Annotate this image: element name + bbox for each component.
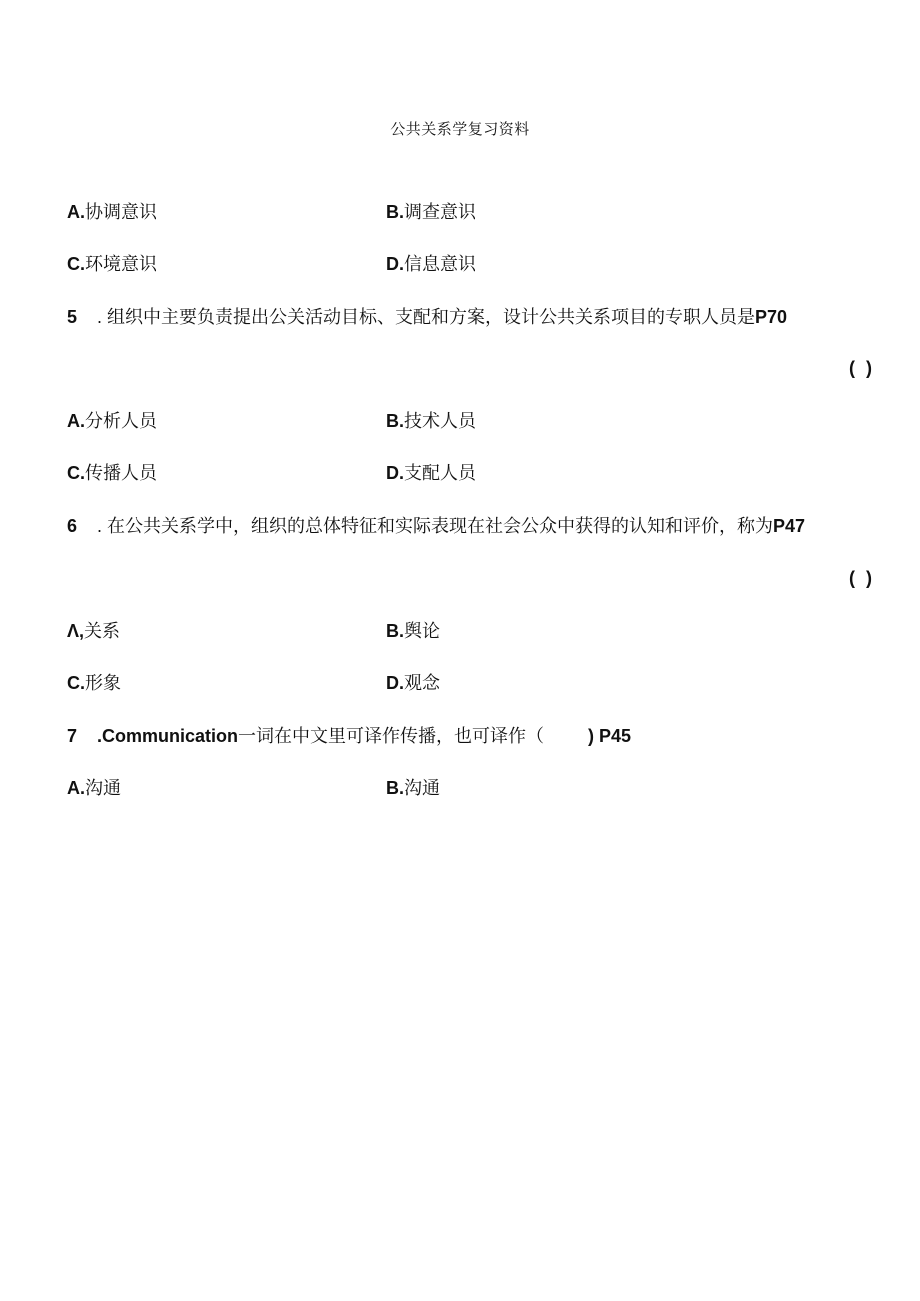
- option-text: 形象: [85, 673, 121, 694]
- option-letter: D.: [386, 254, 404, 274]
- option-text: 传播人员: [85, 463, 157, 484]
- question-close-and-page-ref: ) P45: [588, 726, 632, 746]
- q6-answer-paren: ( ): [849, 568, 872, 588]
- option-letter: B.: [386, 778, 404, 798]
- q5-question: [67, 305, 787, 330]
- question-text: . 在公共关系学中，组织的总体特征和实际表现在社会公众中获得的认知和评价，称为: [97, 516, 773, 536]
- option-letter: B.: [386, 202, 404, 222]
- option-letter: C.: [67, 463, 85, 483]
- q7-option-b: [386, 776, 440, 801]
- option-text: 支配人员: [404, 463, 476, 484]
- page-ref: P47: [773, 516, 806, 536]
- option-text: 调查意识: [404, 202, 476, 223]
- q6-option-a: [67, 619, 120, 644]
- q4-option-b: [386, 200, 476, 225]
- q6-option-d: [386, 671, 440, 696]
- option-letter: B.: [386, 411, 404, 431]
- question-text: . 组织中主要负责提出公关活动目标、支配和方案，设计公共关系项目的专职人员是: [97, 307, 755, 327]
- q5-option-a: [67, 409, 157, 434]
- q7-option-a: [67, 776, 121, 801]
- option-text: 环境意识: [85, 254, 157, 275]
- option-text: 沟通: [85, 778, 121, 799]
- q4-option-a: [67, 200, 157, 225]
- option-text: 舆论: [404, 621, 440, 642]
- option-text: 分析人员: [85, 411, 157, 432]
- q5-option-c: [67, 461, 157, 486]
- q5-answer-paren: ( ): [849, 358, 872, 378]
- q5-option-d: [386, 461, 476, 486]
- option-text: 技术人员: [404, 411, 476, 432]
- option-text: 观念: [404, 673, 440, 694]
- option-letter: C.: [67, 254, 85, 274]
- option-letter: A.: [67, 411, 85, 431]
- question-text: 一词在中文里可译作传播，也可译作（: [238, 726, 545, 747]
- q4-option-c: [67, 252, 157, 277]
- option-letter: B.: [386, 621, 404, 641]
- question-keyword: .Communication: [97, 726, 239, 746]
- question-number: 7: [67, 726, 78, 746]
- q6-option-b: [386, 619, 440, 644]
- q7-question: [67, 724, 631, 749]
- option-text: 协调意识: [85, 202, 157, 223]
- option-letter: D.: [386, 673, 404, 693]
- option-letter: C.: [67, 673, 85, 693]
- option-letter: D.: [386, 463, 404, 483]
- q4-option-d: [386, 252, 476, 277]
- option-text: 沟通: [404, 778, 440, 799]
- page-ref: P70: [755, 307, 788, 327]
- option-letter: Λ,: [67, 621, 85, 641]
- page-header-title: 公共关系学复习资料: [390, 120, 530, 138]
- q6-option-c: [67, 671, 121, 696]
- option-letter: A.: [67, 202, 85, 222]
- question-number: 6: [67, 516, 78, 536]
- option-text: 关系: [84, 621, 121, 642]
- q6-question: [67, 514, 805, 539]
- option-letter: A.: [67, 778, 85, 798]
- q5-option-b: [386, 409, 476, 434]
- option-text: 信息意识: [404, 254, 476, 275]
- question-number: 5: [67, 307, 78, 327]
